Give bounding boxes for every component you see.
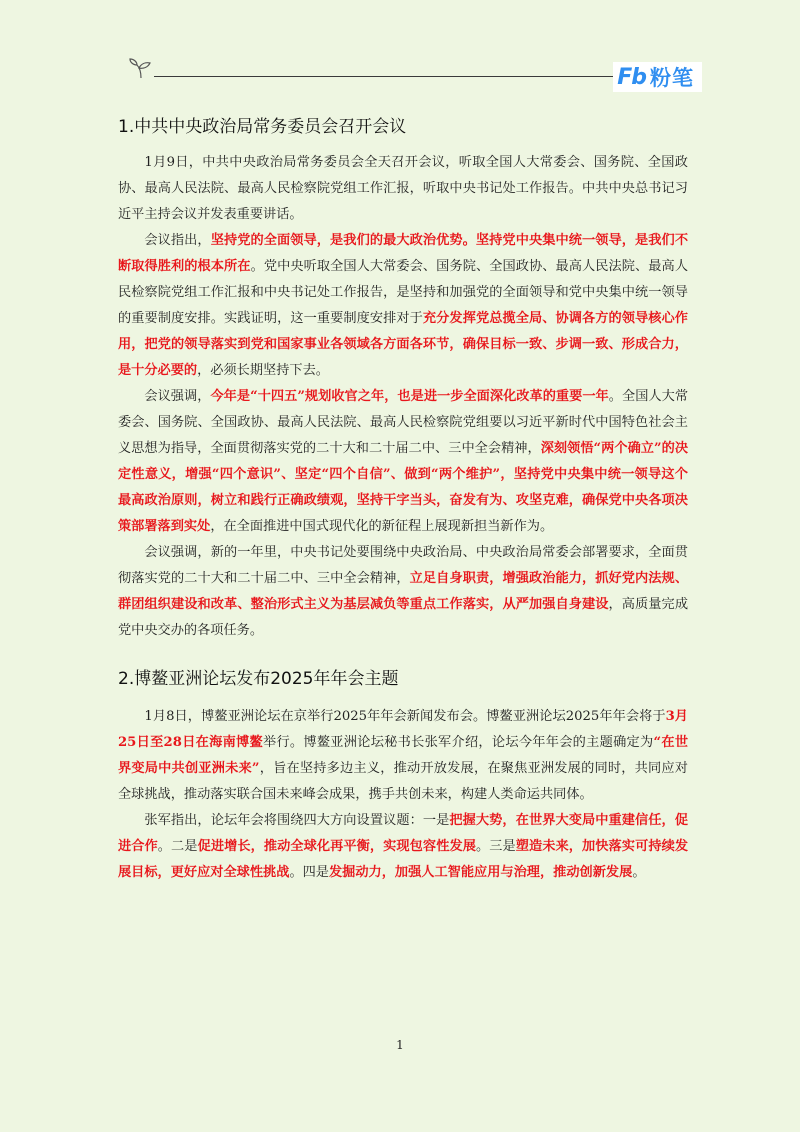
logo-text: 粉笔 bbox=[650, 66, 694, 90]
emphasis-text: 今年是“十四五”规划收官之年，也是进一步全面深化改革的重要一年 bbox=[210, 389, 609, 404]
body-text: ，旨在坚持多边主义，推动开放发展，在聚焦亚洲发展的同时，共同应对全球挑战，推动落实联合国未来峰会成果，携手共创未来，构建人类命运共同体。 bbox=[118, 761, 688, 802]
emphasis-text: 坚持党的全面领导，是我们的最大政治优势。坚持党中央集中统一领导，是我们不断取得胜利的根本所在 bbox=[118, 233, 689, 274]
body-text: 会议强调，新的一年里，中央书记处要围绕中央政治局、中央政治局常委会部署要求，全面贯彻落实党的二十大和二十届二中、三中全会精神， bbox=[118, 545, 688, 586]
body-text: 1月9日，中共中央政治局常务委员会全天召开会议，听取全国人大常委会、国务院、全国政协、最高人民法院、最高人民检察院党组工作汇报，听取中央书记处工作报告。中共中央总书记习近平主持会议并发表重要讲话。 bbox=[118, 155, 688, 222]
section-1-title: 1.中共中央政治局常务委员会召开会议 bbox=[118, 117, 407, 137]
body-text: 1月8日，博鳌亚洲论坛在京举行2025年年会新闻发布会。博鳌亚洲论坛2025年年会将于 bbox=[144, 709, 666, 724]
body-text: ，在全面推进中国式现代化的新征程上展现新担当新作为。 bbox=[210, 519, 554, 534]
body-text: 。全国人大常委会、国务院、全国政协、最高人民法院、最高人民检察院党组要以习近平新时代中国特色社会主义思想为指导，全面贯彻落实党的二十大和二十届二中、三中全会精神， bbox=[118, 389, 689, 456]
body-text: 举行。博鳌亚洲论坛秘书长张军介绍，论坛今年年会的主题确定为 bbox=[262, 735, 654, 750]
emphasis-text: 发掘动力，加强人工智能应用与治理，推动创新发展 bbox=[329, 865, 633, 880]
section-2-title: 2.博鳌亚洲论坛发布2025年年会主题 bbox=[118, 669, 399, 689]
emphasis-text: 深刻领悟“两个确立”的决定性意义，增强“四个意识”、坚定“四个自信”、做到“两个维护”，坚持党中央集中统一领导这个最高政治原则，树立和践行正确政绩观，坚持干字当头，奋发有为、攻坚克难，确保党中央各项决策部署落到实处 bbox=[118, 441, 689, 534]
body-text: 会议指出， bbox=[144, 233, 211, 248]
emphasis-text: 3月25日至28日在海南博鳌 bbox=[118, 709, 688, 750]
logo-mark: Fb bbox=[617, 64, 646, 90]
emphasis-text: 把握大势，在世界大变局中重建信任，促进合作 bbox=[118, 813, 689, 854]
body-text: 。四是 bbox=[289, 865, 329, 880]
brand-logo bbox=[613, 62, 702, 92]
body-text: ，必须长期坚持下去。 bbox=[197, 363, 329, 378]
emphasis-text: 立足自身职责，增强政治能力，抓好党内法规、群团组织建设和改革、整治形式主义为基层减负等重点工作落实，从严加强自身建设 bbox=[118, 571, 689, 612]
body-text: 张军指出，论坛年会将围绕四大方向设置议题：一是 bbox=[144, 813, 450, 828]
emphasis-text: 充分发挥党总揽全局、协调各方的领导核心作用，把党的领导落实到党和国家事业各领域各方面各环节，确保目标一致、步调一致、形成合力，是十分必要的 bbox=[118, 311, 688, 378]
body-text: 。 bbox=[632, 865, 646, 880]
body-text: 。三是 bbox=[475, 839, 516, 854]
body-text: 。二是 bbox=[157, 839, 198, 854]
section-1-paragraph-2 bbox=[118, 228, 688, 384]
emphasis-text: “在世界变局中共创亚洲未来” bbox=[118, 735, 689, 776]
emphasis-text: 促进增长，推动全球化再平衡，实现包容性发展 bbox=[197, 839, 476, 854]
body-text: 会议强调， bbox=[144, 389, 211, 404]
section-1-paragraph-3 bbox=[118, 384, 688, 540]
section-1-paragraph-1 bbox=[118, 150, 688, 228]
emphasis-text: 塑造未来，加快落实可持续发展目标，更好应对全球性挑战 bbox=[118, 839, 689, 880]
section-1-paragraph-4 bbox=[118, 540, 688, 644]
body-text: 。党中央听取全国人大常委会、国务院、全国政协、最高人民法院、最高人民检察院党组工作汇报和中央书记处工作报告，是坚持和加强党的全面领导和党中央集中统一领导的重要制度安排。实践证明，这一重要制度安排对于 bbox=[118, 259, 689, 326]
page-number: 1 bbox=[396, 1038, 404, 1052]
body-text: ，高质量完成党中央交办的各项任务。 bbox=[118, 597, 689, 638]
sprout-icon bbox=[128, 56, 154, 80]
document-body bbox=[118, 112, 688, 886]
page-header bbox=[128, 52, 702, 92]
section-2-paragraph-1 bbox=[118, 704, 688, 808]
section-2-paragraph-2 bbox=[118, 808, 688, 886]
